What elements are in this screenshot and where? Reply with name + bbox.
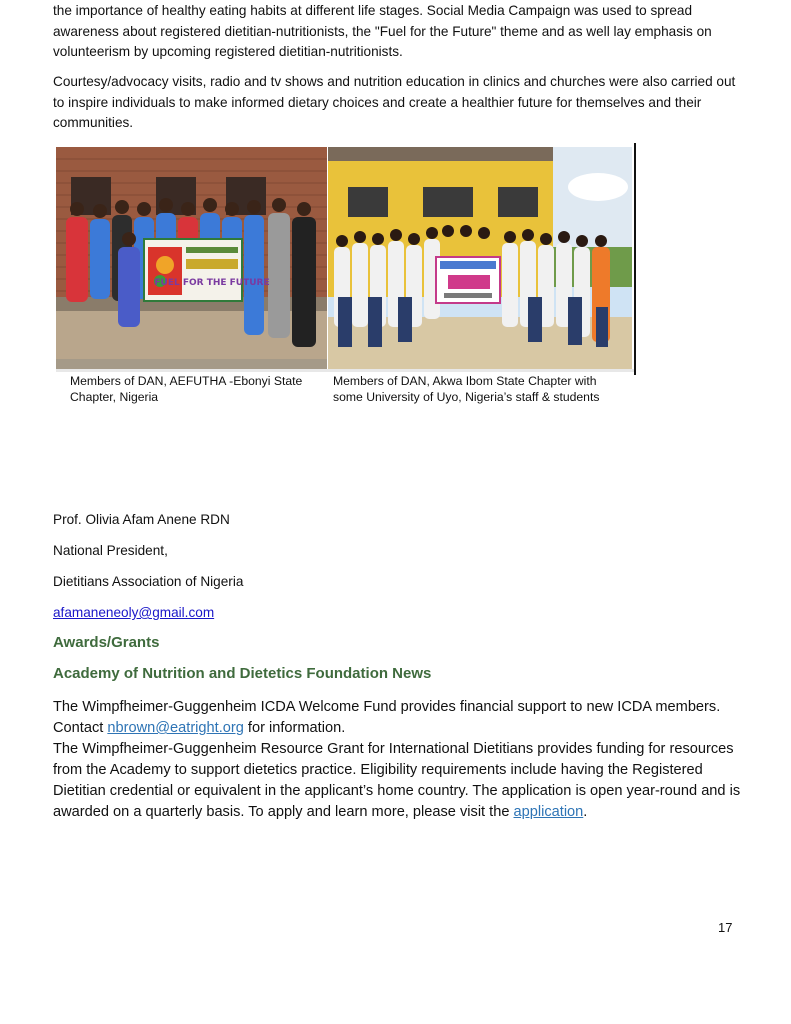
signature-name: Prof. Olivia Afam Anene RDN xyxy=(53,512,230,527)
photo-right-rule xyxy=(634,143,636,375)
banner-title-text: FUEL FOR THE FUTURE xyxy=(154,278,270,288)
photo-akwa-ibom-chapter xyxy=(328,147,632,369)
photo-bottom-rule xyxy=(56,369,634,372)
group-photo-ebonyi xyxy=(56,147,327,369)
intro-paragraph-2: Courtesy/advocacy visits, radio and tv shows and nutrition education in clinics and churches were also carried out to inspire individuals to make informed dietary choices and create a healthier future for themselves and their communities. xyxy=(53,74,736,130)
caption-right: Members of DAN, Akwa Ibom State Chapter with some University of Uyo, Nigeria’s staff & students xyxy=(333,374,600,404)
group-photo-akwa-ibom xyxy=(328,147,632,369)
signature-title: National President, xyxy=(53,543,168,558)
intro-paragraph-1: the importance of healthy eating habits at different life stages. Social Media Campaign was used to spread awareness about registered dietitian-nutritionists, the "Fuel for the Future" theme and as well lay emphasis on volunteerism by upcoming registered dietitian-nutritionists. xyxy=(53,3,712,59)
photo-pair xyxy=(56,147,634,371)
application-link[interactable]: application xyxy=(513,804,584,820)
page-number: 17 xyxy=(718,920,733,935)
signature-email-link[interactable]: afamaneneoly@gmail.com xyxy=(53,605,215,620)
photo-ebonyi-chapter xyxy=(56,147,327,369)
welcome-fund-text: The Wimpfheimer-Guggenheim ICDA Welcome Fund provides financial support to new ICDA members. Contact xyxy=(53,699,721,736)
signature-org: Dietitians Association of Nigeria xyxy=(53,574,244,589)
caption-left: Members of DAN, AEFUTHA -Ebonyi State Chapter, Nigeria xyxy=(70,374,303,404)
welcome-fund-paragraph xyxy=(53,697,743,739)
nbrown-email-link[interactable]: nbrown@eatright.org xyxy=(107,720,244,736)
foundation-heading: Academy of Nutrition and Dietetics Foundation News xyxy=(53,665,432,682)
welcome-fund-text-end: for information. xyxy=(243,720,346,736)
resource-grant-text: The Wimpfheimer-Guggenheim Resource Grant for International Dietitians provides funding for resources from the Academy to support dietetics practice. Eligibility requirements include having the Registered Dietitian credential or equivalent in the applicant’s home country. The application is open year-round and is awarded on a quarterly basis. To apply and learn more, please visit the xyxy=(53,741,741,820)
resource-grant-paragraph xyxy=(53,739,743,823)
resource-grant-text-end: . xyxy=(583,804,588,820)
awards-heading: Awards/Grants xyxy=(53,634,160,651)
